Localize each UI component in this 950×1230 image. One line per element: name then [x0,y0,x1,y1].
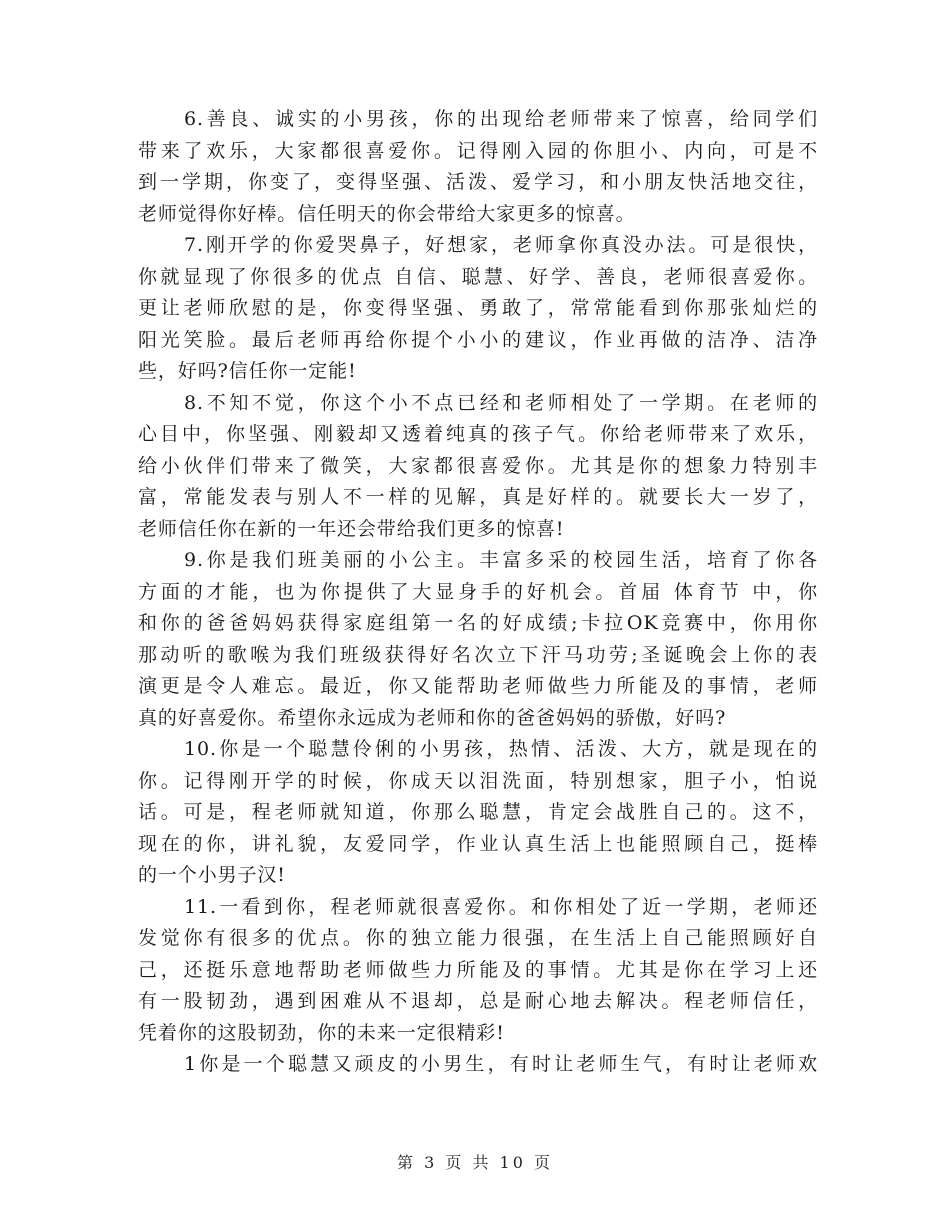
text-line: 10.你是一个聪慧伶俐的小男孩，热情、活泼、大方，就是现在的 [184,738,818,760]
text-line: 发觉你有很多的优点。你的独立能力很强，在生活上自己能照顾好自 [138,927,818,949]
text-line: 己，还挺乐意地帮助老师做些力所能及的事情。尤其是你在学习上还 [138,958,818,981]
text-line: 话。可是，程老师就知道，你那么聪慧，肯定会战胜自己的。这不， [138,801,818,823]
text-line: 那动听的歌喉为我们班级获得好名次立下汗马功劳;圣诞晚会上你的表 [138,643,818,666]
text-line: 和你的爸爸妈妈获得家庭组第一名的好成绩;卡拉OK竞赛中，你用你 [138,612,818,634]
text-line: 演更是令人难忘。最近，你又能帮助老师做些力所能及的事情，老师 [138,675,818,697]
text-line: 7.刚开学的你爱哭鼻子，好想家，老师拿你真没办法。可是很快， [184,234,818,256]
text-line: 老师信任你在新的一年还会带给我们更多的惊喜! [138,517,565,540]
text-line: 6.善良、诚实的小男孩，你的出现给老师带来了惊喜，给同学们 [184,108,818,130]
document-body [138,104,818,1081]
text-line: 9.你是我们班美丽的小公主。丰富多采的校园生活，培育了你各 [184,549,818,571]
text-line: 有一股韧劲，遇到困难从不退却，总是耐心地去解决。程老师信任， [138,990,818,1012]
text-line: 你。记得刚开学的时候，你成天以泪洗面，特别想家，胆子小，怕说 [138,769,818,792]
text-line: 给小伙伴们带来了微笑，大家都很喜爱你。尤其是你的想象力特别丰 [138,454,818,477]
text-line: 到一学期，你变了，变得坚强、活泼、爱学习，和小朋友快活地交往， [138,171,818,193]
text-line: 心目中，你坚强、刚毅却又透着纯真的孩子气。你给老师带来了欢乐， [138,423,818,445]
text-line: 富，常能发表与别人不一样的见解，真是好样的。就要长大一岁了， [138,486,818,508]
text-line: 8.不知不觉，你这个小不点已经和老师相处了一学期。在老师的 [184,391,818,414]
text-line: 阳光笑脸。最后老师再给你提个小小的建议，作业再做的洁净、洁净 [138,328,818,351]
text-line: 1你是一个聪慧又顽皮的小男生，有时让老师生气，有时让老师欢 [184,1053,818,1075]
text-line: 方面的才能，也为你提供了大显身手的好机会。首届 体育节 中，你 [138,580,818,603]
text-line: 真的好喜爱你。希望你永远成为老师和你的爸爸妈妈的骄傲，好吗? [138,706,727,729]
page-footer: 第 3 页 共 10 页 [397,1153,553,1172]
text-line: 现在的你，讲礼貌，友爱同学，作业认真生活上也能照顾自己，挺棒 [138,832,818,855]
text-line: 老师觉得你好棒。信任明天的你会带给大家更多的惊喜。 [138,202,636,225]
text-line: 你就显现了你很多的优点 自信、聪慧、好学、善良，老师很喜爱你。 [138,265,818,288]
text-line: 带来了欢乐，大家都很喜爱你。记得刚入园的你胆小、内向，可是不 [138,139,818,162]
text-line: 些，好吗?信任你一定能! [138,360,357,382]
text-line: 11.一看到你，程老师就很喜爱你。和你相处了近一学期，老师还 [184,895,818,918]
text-line: 更让老师欣慰的是，你变得坚强、勇敢了，常常能看到你那张灿烂的 [138,297,818,319]
text-line: 的一个小男子汉! [138,864,286,886]
text-line: 凭着你的这股韧劲，你的未来一定很精彩! [138,1021,505,1044]
